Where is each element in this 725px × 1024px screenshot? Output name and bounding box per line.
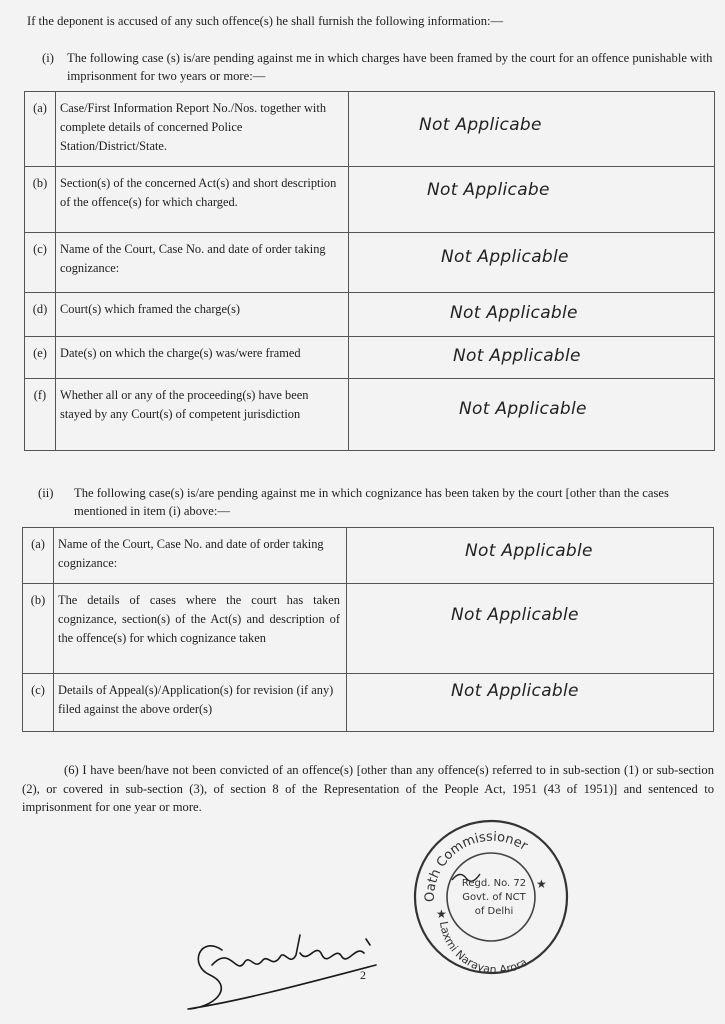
row-description: Whether all or any of the proceeding(s) have been stayed by any Court(s) of competent jurisdiction xyxy=(56,379,349,451)
table-row xyxy=(23,584,714,674)
stamp-top-text: Oath Commissioner xyxy=(422,829,530,903)
handwritten-answer: Not Applicabe xyxy=(419,115,542,135)
row-index: (f) xyxy=(25,379,56,451)
section-i-heading xyxy=(42,49,718,89)
table-row xyxy=(25,293,715,337)
row-index: (a) xyxy=(25,92,56,167)
row-index: (b) xyxy=(23,584,54,674)
row-index: (c) xyxy=(23,674,54,732)
row-answer-cell xyxy=(347,528,714,584)
row-answer-cell xyxy=(347,584,714,674)
row-description: Section(s) of the concerned Act(s) and short description of the offence(s) for which charged. xyxy=(56,167,349,233)
table-row xyxy=(25,337,715,379)
row-answer-cell xyxy=(349,167,715,233)
handwritten-answer: Not Applicable xyxy=(459,399,587,419)
row-description: Name of the Court, Case No. and date of order taking cognizance: xyxy=(56,233,349,293)
stamp-center-line-1: Regd. No. 72 xyxy=(461,878,527,889)
handwritten-answer: Not Applicabe xyxy=(427,180,550,200)
row-answer-cell xyxy=(349,233,715,293)
section-ii-number: (ii) xyxy=(38,486,54,500)
stamp-center-line-2: Govt. of NCT xyxy=(462,892,526,903)
row-description: Details of Appeal(s)/Application(s) for revision (if any) filed against the above order(s) xyxy=(54,674,347,732)
handwritten-answer: Not Applicable xyxy=(465,541,593,561)
row-description: Court(s) which framed the charge(s) xyxy=(56,293,349,337)
paragraph-6: (6) I have been/have not been convicted of an offence(s) [other than any offence(s) referred to in sub-section (1) or sub-section (2), or covered in sub-section (3), of section 8 of the Representation of the People Act, 1951 (43 of 1951)] and sentenced to imprisonment for one year or more. xyxy=(22,763,714,814)
row-index: (e) xyxy=(25,337,56,379)
handwritten-signature xyxy=(180,905,380,1015)
oath-commissioner-stamp xyxy=(412,818,570,976)
stamp-bottom-text: Laxmi Narayan Arora xyxy=(436,920,530,976)
handwritten-answer: Not Applicable xyxy=(450,303,578,323)
intro-text: If the deponent is accused of any such offence(s) he shall furnish the following information:— xyxy=(27,14,504,28)
handwritten-answer: Not Applicable xyxy=(451,605,579,625)
table-row xyxy=(25,92,715,167)
row-description: Case/First Information Report No./Nos. together with complete details of concerned Police Station/District/State. xyxy=(56,92,349,167)
table-row xyxy=(25,233,715,293)
page-number: 2 xyxy=(360,968,366,982)
section-ii-table xyxy=(22,527,714,732)
row-description: Name of the Court, Case No. and date of order taking cognizance: xyxy=(54,528,347,584)
row-index: (d) xyxy=(25,293,56,337)
section-i-text: The following case (s) is/are pending against me in which charges have been framed by the court for an offence punishable with imprisonment for two years or more:— xyxy=(67,51,713,83)
star-right-icon: ★ xyxy=(536,877,547,891)
section-ii-text: The following case(s) is/are pending against me in which cognizance has been taken by the court [other than the cases mentioned in item (i) above:— xyxy=(74,486,669,518)
row-answer-cell xyxy=(349,379,715,451)
row-description: Date(s) on which the charge(s) was/were framed xyxy=(56,337,349,379)
row-description: The details of cases where the court has taken cognizance, section(s) of the Act(s) and description of the offence(s) for which cognizance taken xyxy=(54,584,347,674)
row-index: (c) xyxy=(25,233,56,293)
handwritten-answer: Not Applicable xyxy=(453,346,581,366)
stamp-center-line-3: of Delhi xyxy=(474,906,514,917)
row-answer-cell xyxy=(349,337,715,379)
table-row xyxy=(23,674,714,732)
handwritten-answer: Not Applicable xyxy=(441,247,569,267)
section-ii-heading xyxy=(38,484,718,524)
row-index: (b) xyxy=(25,167,56,233)
table-row xyxy=(25,167,715,233)
handwritten-answer: Not Applicable xyxy=(451,681,579,701)
star-left-icon: ★ xyxy=(436,907,447,921)
row-answer-cell xyxy=(347,674,714,732)
row-answer-cell xyxy=(349,293,715,337)
row-index: (a) xyxy=(23,528,54,584)
section-i-number: (i) xyxy=(42,51,54,65)
row-answer-cell xyxy=(349,92,715,167)
table-row xyxy=(25,379,715,451)
section-i-table xyxy=(24,91,715,451)
table-row xyxy=(23,528,714,584)
